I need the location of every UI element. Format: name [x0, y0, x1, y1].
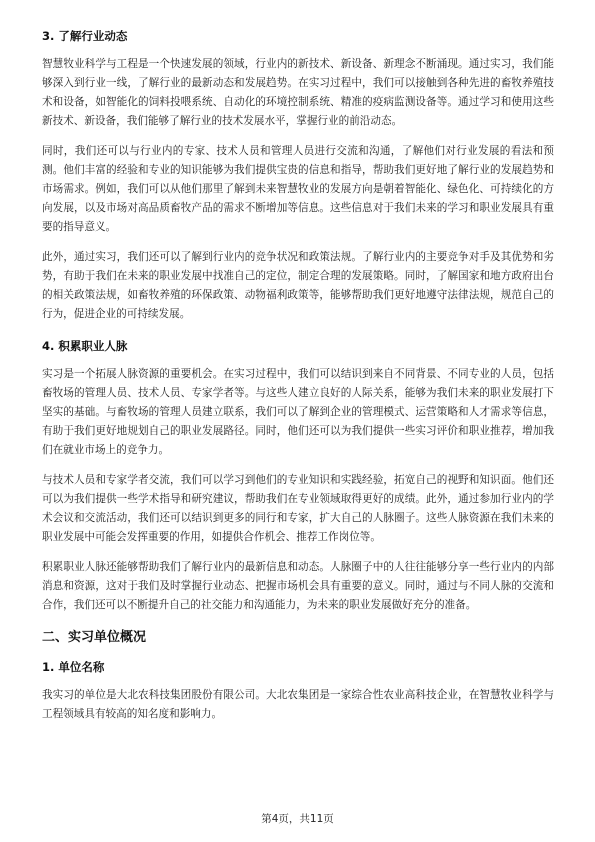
paragraph: 智慧牧业科学与工程是一个快速发展的领域，行业内的新技术、新设备、新理念不断涌现。通过实习，我们能够深入到行业一线，了解行业的最新动态和发展趋势。在实习过程中，我们可以接触到各种先进的畜牧养殖技术和设备，如智能化的饲料投喂系统、自动化的环境控制系统、精准的疫病监测设备等。通过学习和使用这些新技术、新设备，我们能够了解行业的技术发展水平，掌握行业的前沿动态。: [42, 58, 554, 127]
paragraph: 实习是一个拓展人脉资源的重要机会。在实习过程中，我们可以结识到来自不同背景、不同专业的人员，包括畜牧场的管理人员、技术人员、专家学者等。与这些人建立良好的人际关系，能够为我们未来的职业发展打下坚实的基础。与畜牧场的管理人员建立联系，我们可以了解到企业的管理模式、运营策略和人才需求等信息，有助于我们更好地规划自己的职业发展路径。同时，他们还可以为我们提供一些实习评价和职业推荐，增加我们在就业市场上的竞争力。: [42, 368, 554, 456]
paragraph: 我实习的单位是大北农科技集团股份有限公司。大北农集团是一家综合性农业高科技企业，在智慧牧业科学与工程领域具有较高的知名度和影响力。: [42, 689, 554, 720]
subsection-heading-company-name: 1. 单位名称: [42, 660, 105, 674]
page-number: 第4页，共11页: [261, 813, 334, 825]
paragraph: 与技术人员和专家学者交流，我们可以学习到他们的专业知识和实践经验，拓宽自己的视野和知识面。他们还可以为我们提供一些学术指导和研究建议，帮助我们在专业领域取得更好的成绩。此外，通过参加行业内的学术会议和交流活动，我们还可以结识到更多的同行和专家，扩大自己的人脉圈子。这些人脉资源在我们未来的职业发展中可能会发挥重要的作用，如提供合作机会、推荐工作岗位等。: [42, 474, 554, 543]
paragraph: 此外，通过实习，我们还可以了解到行业内的竞争状况和政策法规。了解行业内的主要竞争对手及其优势和劣势，有助于我们在未来的职业发展中找准自己的定位，制定合理的发展策略。同时，了解国家和地方政府出台的相关政策法规，如畜牧养殖的环保政策、动物福利政策等，能够帮助我们更好地遵守法律法规，规范自己的行为，促进企业的可持续发展。: [42, 251, 554, 320]
document-body: [42, 28, 554, 724]
chapter-heading-company-overview: 二、实习单位概况: [42, 630, 147, 645]
section-heading-industry-trends: 3. 了解行业动态: [42, 29, 128, 43]
paragraph: 同时，我们还可以与行业内的专家、技术人员和管理人员进行交流和沟通，了解他们对行业发展的看法和预测。他们丰富的经验和专业的知识能够为我们提供宝贵的信息和指导，帮助我们更好地了解行业的发展趋势和市场需求。例如，我们可以从他们那里了解到未来智慧牧业的发展方向是朝着智能化、绿色化、可持续化的方向发展，以及市场对高品质畜牧产品的需求不断增加等信息。这些信息对于我们未来的学习和职业发展具有重要的指导意义。: [42, 145, 554, 233]
paragraph: 积累职业人脉还能够帮助我们了解行业内的最新信息和动态。人脉圈子中的人往往能够分享一些行业内的内部消息和资源，这对于我们及时掌握行业动态、把握市场机会具有重要的意义。同时，通过与不同人脉的交流和合作，我们还可以不断提升自己的社交能力和沟通能力，为未来的职业发展做好充分的准备。: [42, 561, 554, 611]
section-heading-professional-network: 4. 积累职业人脉: [42, 339, 128, 353]
